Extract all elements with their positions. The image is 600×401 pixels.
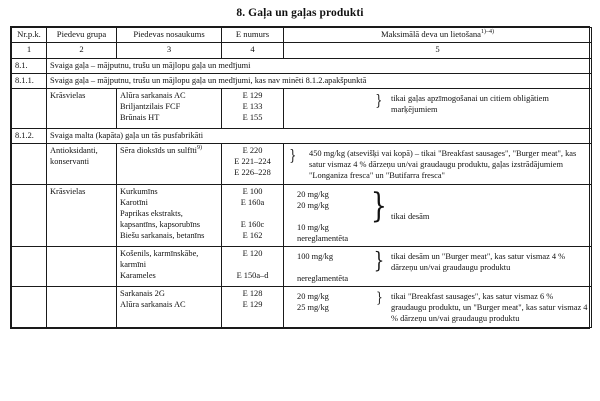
additive-name: Brūnais HT xyxy=(120,113,160,123)
e-numbers xyxy=(222,184,284,246)
section-number-8-1: 8.1. xyxy=(12,58,47,73)
section-row-8-1-2 xyxy=(12,129,592,144)
section-number-8-1-2: 8.1.2. xyxy=(12,129,47,144)
e-number: E 100 xyxy=(242,186,263,196)
additive-group xyxy=(47,247,117,287)
e-numbers xyxy=(222,144,284,184)
additive-name: Alūra sarkanais AC xyxy=(120,90,186,100)
row-number-empty xyxy=(12,287,47,327)
row-number-empty xyxy=(12,144,47,184)
usage-text: tikai desām xyxy=(391,211,430,221)
additive-name: Briljantzilais FCF xyxy=(120,101,181,111)
e-number: E 120 xyxy=(242,249,263,258)
dose-and-usage xyxy=(284,88,592,128)
brace-icon: } xyxy=(375,90,383,109)
regulation-table-wrapper xyxy=(10,26,590,329)
e-number: E 128 xyxy=(242,289,263,299)
e-number: E 160a xyxy=(240,197,265,207)
additive-names xyxy=(117,88,222,128)
dose-values xyxy=(287,291,373,313)
dose-value: nereglamentēta xyxy=(297,274,349,284)
column-number-2: 2 xyxy=(47,43,117,58)
table-row xyxy=(12,184,592,246)
additive-name: Paprikas ekstrakts, kapsantīns, kapsorubīns xyxy=(120,208,201,229)
brace-icon: } xyxy=(373,249,385,274)
additive-names xyxy=(117,247,222,287)
section-text-8-1: Svaiga gaļa – mājputnu, trušu un mājlopu gaļa un medījumi xyxy=(47,58,592,73)
dose-value: nereglamentēta xyxy=(297,233,349,243)
regulation-table xyxy=(11,27,592,328)
dose-value: 10 mg/kg xyxy=(297,222,329,232)
additive-footnote-ref: 9) xyxy=(197,145,203,152)
header-cell-name xyxy=(117,28,222,43)
e-number: E 220 xyxy=(242,146,263,156)
row-number-empty xyxy=(12,88,47,128)
e-number: E 150a–d xyxy=(236,271,269,281)
header-label-enumber: E numurs xyxy=(235,29,270,39)
row-number-empty xyxy=(12,184,47,246)
table-header-row xyxy=(12,28,592,43)
section-text-8-1-2: Svaiga malta (kapāta) gaļa un tās pusfabrikāti xyxy=(47,129,592,144)
additive-name: Karotīni xyxy=(120,197,148,207)
e-number: E 160c xyxy=(240,219,265,229)
dose-and-usage xyxy=(284,287,592,327)
additive-name-text: Sēra dioksīds un sulfīti xyxy=(120,146,198,156)
additive-group: Krāsvielas xyxy=(47,184,117,246)
header-label-group: Piedevu grupa xyxy=(56,29,107,39)
header-cell-nr xyxy=(12,28,47,43)
header-label-nr: Nr.p.k. xyxy=(17,29,41,39)
e-numbers xyxy=(222,287,284,327)
additive-name xyxy=(120,145,218,156)
section-row-8-1 xyxy=(12,58,592,73)
dose-value: 25 mg/kg xyxy=(297,303,329,313)
dose-and-usage xyxy=(284,184,592,246)
table-row xyxy=(12,287,592,327)
dose-value: 20 mg/kg xyxy=(297,292,329,302)
additive-name: Sarkanais 2G xyxy=(120,289,165,299)
dose-value: 100 mg/kg xyxy=(297,252,334,261)
additive-group xyxy=(47,287,117,327)
usage-text: 450 mg/kg (atsevišķi vai kopā) – tikai "Breakfast sausages", "Burger meat", kas satur vismaz 4 % dārzeņu un/vai graudaugu produktu, gaļas izstrādājumiem "Longaniza fresca" un "Butifarra fresca" xyxy=(309,149,577,181)
table-column-number-row xyxy=(12,43,592,58)
dose-values xyxy=(287,189,373,244)
section-text-8-1-1: Svaiga gaļa – mājputnu, trušu un mājlopu gaļa un medījumi, kas nav minēti 8.1.2.apakšpunktā xyxy=(47,73,592,88)
e-number: E 226–228 xyxy=(234,168,271,178)
additive-names xyxy=(117,144,222,184)
column-number-5: 5 xyxy=(284,43,592,58)
table-row xyxy=(12,247,592,287)
section-number-8-1-1: 8.1.1. xyxy=(12,73,47,88)
e-number: E 129 xyxy=(242,300,263,310)
usage-text: tikai desām un "Burger meat", kas satur vismaz 4 % dārzeņu un/vai graudaugu produktu xyxy=(391,252,566,273)
e-number: E 133 xyxy=(242,101,263,111)
additive-name: Biešu sarkanais, betanīns xyxy=(120,230,205,240)
page-title: 8. Gaļa un gaļas produkti xyxy=(236,7,364,19)
header-cell-group xyxy=(47,28,117,43)
additive-group: Antioksidanti, konservanti xyxy=(47,144,117,184)
header-label-name: Piedevas nosaukums xyxy=(133,29,205,39)
header-label-dose: Maksimālā deva un lietošana xyxy=(381,29,481,39)
brace-icon: } xyxy=(289,146,297,165)
usage-text: tikai gaļas apzīmogošanai un citiem obligātiem marķējumiem xyxy=(391,93,549,114)
column-number-4: 4 xyxy=(222,43,284,58)
header-cell-enumber xyxy=(222,28,284,43)
additive-name: Alūra sarkanais AC xyxy=(120,300,186,310)
additive-name: Košenils, karmīnskābe, karmīni xyxy=(120,249,199,270)
dose-value: 20 mg/kg xyxy=(297,200,329,210)
dose-and-usage xyxy=(284,247,592,287)
additive-names xyxy=(117,184,222,246)
dose-values xyxy=(287,251,373,284)
dose-values xyxy=(287,93,373,126)
column-number-1: 1 xyxy=(12,43,47,58)
dose-value: 20 mg/kg xyxy=(297,189,329,199)
header-cell-dose xyxy=(284,28,592,43)
e-number: E 162 xyxy=(242,230,263,240)
additive-names xyxy=(117,287,222,327)
e-number: E 155 xyxy=(242,113,263,123)
section-row-8-1-1 xyxy=(12,73,592,88)
row-number-empty xyxy=(12,247,47,287)
brace-icon: } xyxy=(370,185,388,226)
usage-text: tikai "Breakfast sausages", kas satur vismaz 6 % graudaugu produktu, un "Burger meat", kas satur vismaz 4 % dārzeņu un/vai graudaugu produktu xyxy=(391,292,588,324)
dose-and-usage xyxy=(284,144,592,184)
e-numbers xyxy=(222,88,284,128)
table-row xyxy=(12,88,592,128)
header-footnote-ref: 1)–4) xyxy=(481,29,494,36)
e-number: E 129 xyxy=(242,90,263,100)
e-numbers xyxy=(222,247,284,287)
brace-icon: } xyxy=(375,290,383,307)
table-row xyxy=(12,144,592,184)
column-number-3: 3 xyxy=(117,43,222,58)
additive-name: Kurkumīns xyxy=(120,186,158,196)
additive-group: Krāsvielas xyxy=(47,88,117,128)
e-number: E 221–224 xyxy=(234,157,271,167)
additive-name: Karameles xyxy=(120,271,156,281)
